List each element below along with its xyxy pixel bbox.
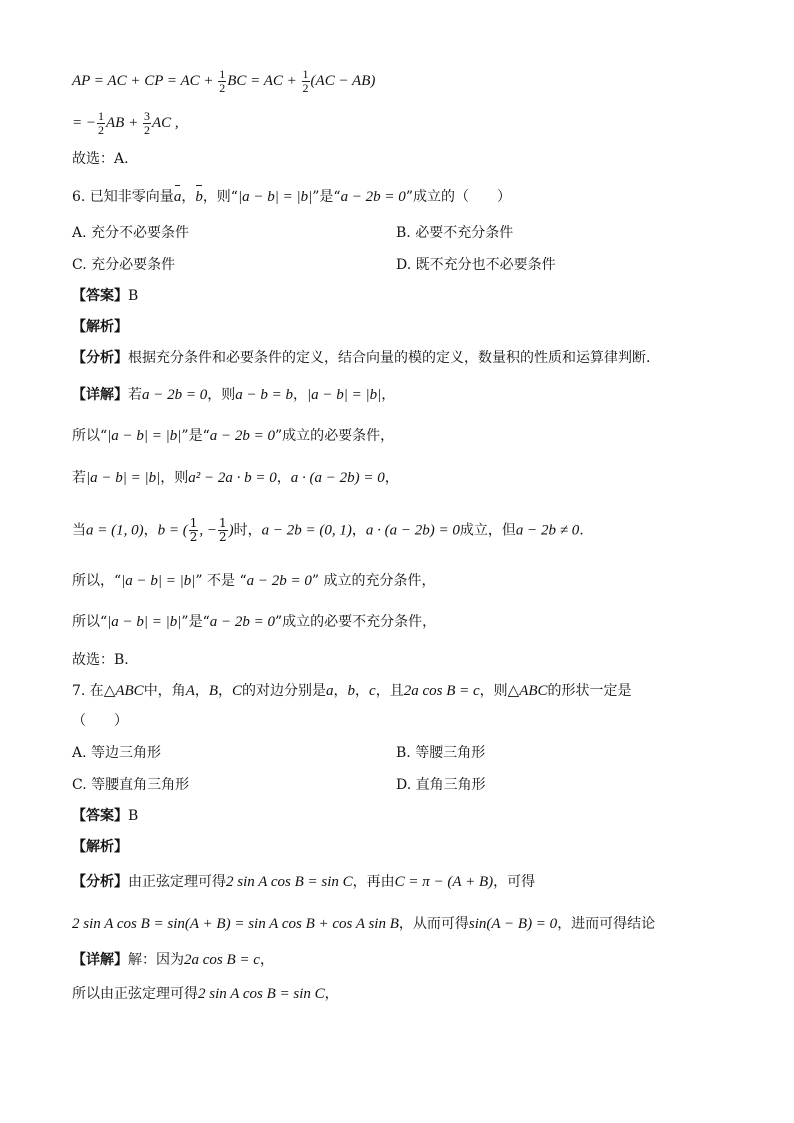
detail-label: 【详解】 [72, 387, 128, 403]
q6-conclusion: 故选：B. [72, 652, 129, 668]
vector-a: a [173, 189, 182, 205]
detail-text: ” 成立的充分条件， [311, 573, 436, 589]
math-expr: a · (a − 2b) = 0 [290, 470, 385, 486]
stem-text: ， [218, 683, 233, 699]
stem-text: 6. 已知非零向量 [72, 189, 174, 205]
stem-text: ”是“ [312, 189, 341, 205]
fraction-denominator: 2 [189, 530, 198, 544]
fraction-half [302, 68, 310, 95]
fenxi-text: 由正弦定理可得 [128, 874, 226, 890]
detail-text: 所以“ [72, 614, 108, 630]
triangle-symbol: △ABC [507, 683, 548, 699]
triangle-symbol: △ABC [103, 683, 144, 699]
q7-option-a: A. 等边三角形 [72, 745, 162, 761]
math-expr: a − 2b = 0 [209, 614, 275, 630]
q7-option-b: B. 等腰三角形 [396, 745, 486, 761]
math-expr: C = π − (A + B) [394, 874, 494, 890]
math-expr: C [232, 683, 243, 699]
detail-text: ， [276, 470, 291, 486]
detail-text: ， [259, 952, 274, 968]
math-expr: a − 2b = 0 [246, 573, 312, 589]
q6-option-b: B. 必要不充分条件 [396, 225, 514, 241]
q7-fenxi-line-1 [72, 873, 535, 891]
derivation-text: AC , [151, 114, 179, 131]
detail-text: ，则 [160, 470, 189, 486]
conclusion-q5: 故选：A. [72, 151, 129, 167]
math-expr: A [185, 683, 195, 699]
fenxi-text: ，可得 [493, 874, 536, 890]
fraction-numerator: 1 [189, 516, 198, 530]
fenxi-label: 【分析】 [72, 874, 128, 890]
q6-analysis-label: 【解析】 [72, 319, 128, 335]
q7-analysis-label: 【解析】 [72, 839, 128, 855]
condition-2: a − 2b = 0 [340, 189, 406, 205]
fraction-half [189, 517, 199, 544]
detail-text: 成立，但 [459, 522, 516, 539]
detail-text: 当 [72, 522, 86, 539]
math-expr: a [326, 683, 334, 699]
q7-stem [72, 682, 632, 700]
fraction-half [218, 517, 228, 544]
fraction-half [218, 68, 226, 95]
q7-stem-paren: （ ） [72, 713, 128, 729]
fraction-denominator: 2 [219, 81, 226, 95]
math-expr: |a − b| = |b| [307, 387, 382, 403]
math-expr: a − 2b ≠ 0 [515, 522, 580, 539]
detail-text: 时， [233, 522, 262, 539]
q7-fenxi-line-2 [72, 915, 655, 933]
math-expr: a − 2b = (0, 1) [261, 522, 352, 539]
fenxi-label: 【分析】 [72, 350, 128, 366]
q7-detail-line-1 [72, 951, 274, 969]
detail-text: ， [293, 387, 307, 403]
math-expr: b = ( [157, 522, 188, 539]
derivation-text: AB + [106, 114, 142, 131]
detail-text: 所以由正弦定理可得 [72, 986, 198, 1002]
stem-text: ， [194, 683, 209, 699]
q6-detail-line-4 [72, 517, 584, 544]
stem-text: ， [181, 189, 196, 205]
derivation-text: AP = AC + CP = AC + [72, 72, 218, 89]
fenxi-text: ，从而可得 [398, 916, 469, 932]
math-expr: b [347, 683, 356, 699]
detail-text: ， [384, 470, 399, 486]
q7-option-c: C. 等腰直角三角形 [72, 777, 190, 793]
math-expr: , − [199, 522, 218, 539]
stem-text: ，则 [479, 683, 508, 699]
detail-text: 若 [72, 470, 86, 486]
fraction-denominator: 2 [219, 530, 227, 544]
derivation-text: (AC − AB) [310, 72, 376, 89]
stem-text: ， [333, 683, 348, 699]
derivation-text: = − [72, 114, 96, 131]
q6-detail-line-6 [72, 613, 436, 631]
detail-text: ”是“ [181, 614, 210, 630]
math-expr: |a − b| = |b| [107, 614, 182, 630]
math-expr: a² − 2a · b = 0 [188, 470, 277, 486]
math-expr: a − 2b = 0 [142, 387, 208, 403]
q6-stem [72, 188, 511, 206]
math-expr: sin(A − B) = 0 [468, 916, 558, 932]
detail-text: . [579, 522, 584, 539]
q6-detail-line-3 [72, 469, 399, 487]
fraction-denominator: 2 [98, 123, 104, 137]
math-expr: |a − b| = |b| [86, 470, 161, 486]
math-expr: 2 sin A cos B = sin(A + B) = sin A cos B + cos A sin B [72, 916, 399, 932]
math-expr: B [208, 683, 219, 699]
fenxi-text: ，进而可得结论 [557, 916, 656, 932]
vector-derivation-line-2 [72, 110, 179, 137]
detail-text: ， [351, 522, 366, 539]
q7-option-d: D. 直角三角形 [396, 777, 486, 793]
stem-text: ，且 [375, 683, 404, 699]
detail-label: 【详解】 [72, 952, 128, 968]
detail-text: 若 [128, 387, 142, 403]
detail-text: 解：因为 [128, 952, 184, 968]
detail-text: 所以“ [72, 428, 108, 444]
q6-option-c: C. 充分必要条件 [72, 257, 176, 273]
q7-answer [72, 807, 138, 825]
stem-text: ， [355, 683, 370, 699]
math-expr: a − 2b = 0 [209, 428, 275, 444]
fraction-numerator: 1 [219, 516, 227, 530]
detail-text: ，则 [207, 387, 236, 403]
fraction-half [97, 110, 105, 137]
stem-text: ”成立的（ ） [405, 189, 511, 205]
detail-text: ， [143, 522, 158, 539]
stem-text: 中，角 [143, 683, 186, 699]
q6-detail-line-5 [72, 572, 436, 590]
fraction-numerator: 3 [143, 109, 150, 123]
fraction-three-halves [143, 110, 151, 137]
math-expr: ) [228, 522, 234, 539]
q7-detail-line-2 [72, 985, 339, 1003]
stem-text: 7. 在 [72, 683, 104, 699]
fraction-numerator: 1 [219, 67, 226, 81]
q6-detail-line-1 [72, 386, 395, 404]
answer-value: B [128, 808, 139, 824]
fraction-numerator: 1 [302, 67, 309, 81]
vector-b: b [195, 189, 203, 205]
detail-text: ， [381, 387, 396, 403]
fraction-numerator: 1 [98, 109, 104, 123]
stem-text: ，则“ [202, 189, 238, 205]
condition-1: |a − b| = |b| [237, 189, 313, 205]
math-expr: c [369, 683, 376, 699]
math-expr: 2a cos B = c [184, 952, 260, 968]
fenxi-text: ，再由 [352, 874, 395, 890]
answer-label: 【答案】 [72, 288, 128, 304]
detail-text: ， [324, 986, 339, 1002]
detail-text: ”成立的必要条件， [275, 428, 395, 444]
math-expr: |a − b| = |b| [121, 573, 196, 589]
math-expr: |a − b| = |b| [107, 428, 182, 444]
detail-text: ”成立的必要不充分条件， [275, 614, 437, 630]
q6-fenxi [72, 349, 650, 367]
answer-label: 【答案】 [72, 808, 128, 824]
q6-detail-line-2 [72, 427, 394, 445]
math-expr: 2a cos B = c [403, 683, 480, 699]
vector-derivation-line-1 [72, 68, 375, 95]
stem-text: 的形状一定是 [547, 683, 632, 699]
fraction-denominator: 2 [302, 81, 309, 95]
answer-value: B [128, 288, 139, 304]
fraction-denominator: 2 [143, 123, 150, 137]
q6-answer [72, 287, 138, 305]
fenxi-text: 根据充分条件和必要条件的定义，结合向量的模的定义，数量积的性质和运算律判断. [128, 350, 651, 366]
detail-text: ”是“ [181, 428, 210, 444]
q6-option-d: D. 既不充分也不必要条件 [396, 257, 556, 273]
math-expr: a · (a − 2b) = 0 [365, 522, 460, 539]
derivation-text: BC = AC + [227, 72, 301, 89]
detail-text: ” 不是 “ [195, 573, 247, 589]
detail-text: 所以，“ [72, 573, 122, 589]
math-expr: a − b = b [235, 387, 293, 403]
math-expr: 2 sin A cos B = sin C [226, 874, 353, 890]
stem-text: 的对边分别是 [242, 683, 327, 699]
math-expr: 2 sin A cos B = sin C [198, 986, 325, 1002]
q6-option-a: A. 充分不必要条件 [72, 225, 190, 241]
math-expr: a = (1, 0) [86, 522, 144, 539]
